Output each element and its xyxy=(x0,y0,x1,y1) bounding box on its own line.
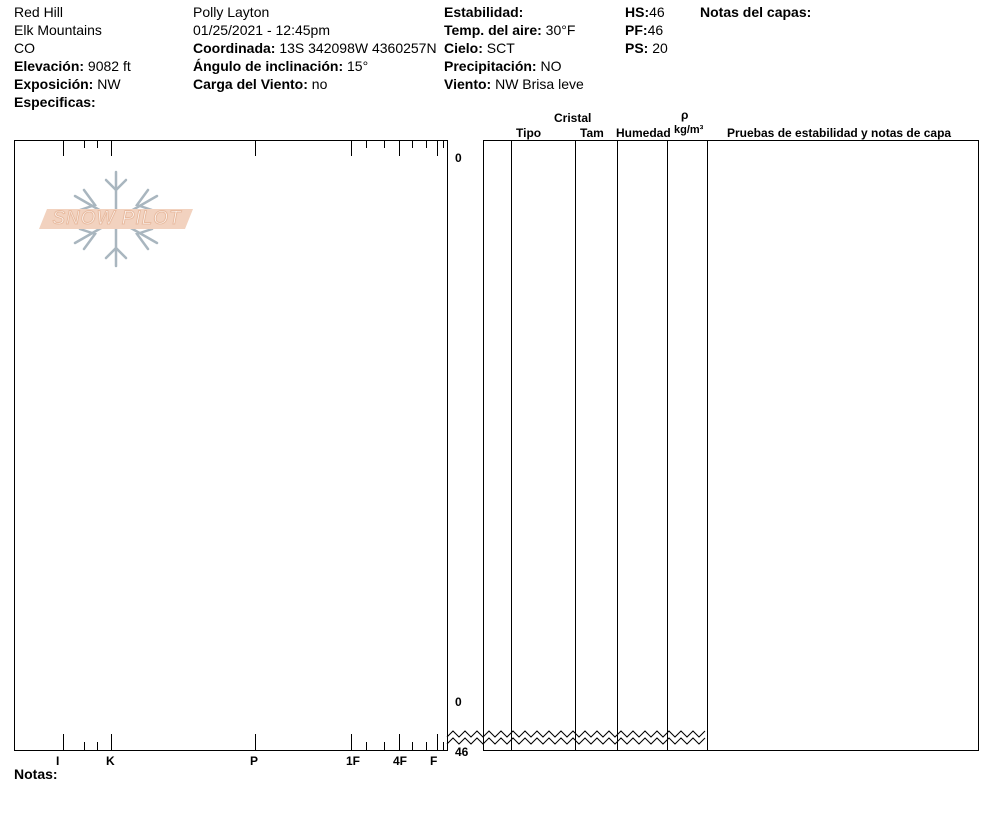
header-type: Tipo xyxy=(516,126,542,140)
elevation-value: 9082 ft xyxy=(87,58,131,74)
hardness-label-f: F xyxy=(430,754,438,768)
ps-label: PS: xyxy=(625,40,649,56)
incline-label: Ángulo de inclinación: xyxy=(193,58,344,74)
hardness-top-ticks xyxy=(64,140,444,156)
coordinate-value: 13S 342098W 4360257N xyxy=(279,40,437,56)
hardness-label-1f: 1F xyxy=(346,754,361,768)
windload-value: no xyxy=(311,76,328,92)
windload-label: Carga del Viento: xyxy=(193,76,308,92)
incline-value: 15° xyxy=(347,58,369,74)
airtemp-label: Temp. del aire: xyxy=(444,22,542,38)
depth-label-mid: 0 xyxy=(455,695,462,709)
layer-table-frame xyxy=(484,141,979,751)
notes-label: Notas: xyxy=(14,766,58,782)
depth-label-top: 0 xyxy=(455,151,462,165)
site-name: Red Hill xyxy=(14,4,64,20)
specifics-label: Especificas: xyxy=(14,94,96,110)
airtemp-value: 30°F xyxy=(545,22,576,38)
observation-datetime: 01/25/2021 - 12:45pm xyxy=(193,22,330,38)
snowpilot-logo-text: SNOW PILOT xyxy=(52,208,182,229)
wind-value: NW Brisa leve xyxy=(495,76,584,92)
hardness-bottom-ticks xyxy=(64,734,444,750)
header-tests: Pruebas de estabilidad y notas de capa xyxy=(727,126,952,140)
header-density-unit: kg/m³ xyxy=(674,124,704,136)
header-moisture: Humedad xyxy=(616,126,671,140)
depth-label-bottom: 46 xyxy=(455,745,469,759)
aspect-value: NW xyxy=(97,76,121,92)
wind-label: Viento: xyxy=(444,76,492,92)
precip-value: NO xyxy=(540,58,562,74)
mountain-range: Elk Mountains xyxy=(14,22,102,38)
layer-notes-label: Notas del capas: xyxy=(700,4,812,20)
hs-label: HS: xyxy=(625,4,650,20)
hardness-label-i: I xyxy=(56,754,60,768)
pf-label: PF: xyxy=(625,22,648,38)
ps-value: 20 xyxy=(652,40,668,56)
sky-label: Cielo: xyxy=(444,40,483,56)
header-size: Tam xyxy=(580,126,604,140)
sky-value: SCT xyxy=(486,40,515,56)
hardness-label-4f: 4F xyxy=(393,754,408,768)
layer-table-columns xyxy=(512,140,708,750)
header-crystal: Cristal xyxy=(554,111,592,125)
state: CO xyxy=(14,40,35,56)
observer-name: Polly Layton xyxy=(193,4,270,20)
stability-label: Estabilidad: xyxy=(444,4,524,20)
hardness-label-p: P xyxy=(250,754,259,768)
hs-value: 46 xyxy=(649,4,665,20)
header-rho: ρ xyxy=(681,108,689,122)
aspect-label: Exposición: xyxy=(14,76,94,92)
coordinate-label: Coordinada: xyxy=(193,40,276,56)
hardness-graph-frame xyxy=(15,141,448,751)
pf-value: 46 xyxy=(647,22,664,38)
precip-label: Precipitación: xyxy=(444,58,537,74)
elevation-label: Elevación: xyxy=(14,58,85,74)
hardness-label-k: K xyxy=(106,754,115,768)
